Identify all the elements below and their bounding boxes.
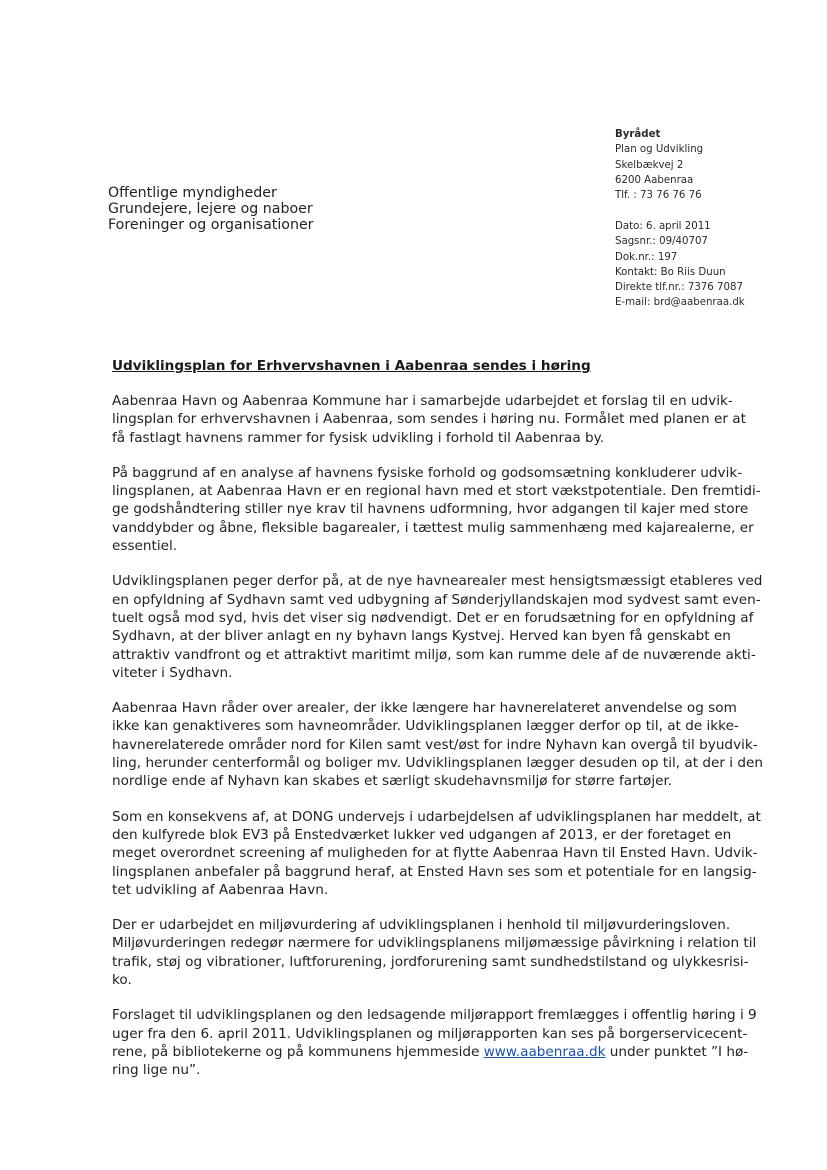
link-suffix-text: under punktet ”I hø- bbox=[605, 1043, 749, 1060]
paragraph-line: uger fra den 6. april 2011. Udviklingsplanen og miljørapporten kan ses på borgerservicecent- bbox=[112, 1025, 748, 1042]
paragraph-line: ring lige nu”. bbox=[112, 1062, 201, 1079]
paragraph-hearing bbox=[112, 1006, 790, 1079]
paragraph-line: Som en konsekvens af, at DONG undervejs i udarbejdelsen af udviklingsplanen har meddelt, at bbox=[112, 808, 761, 825]
recipients-block bbox=[108, 185, 314, 233]
sender-line: 6200 Aabenraa bbox=[615, 174, 694, 186]
paragraph-line: tet udvikling af Aabenraa Havn. bbox=[112, 881, 329, 898]
recipient-line: Offentlige myndigheder bbox=[108, 185, 277, 201]
paragraph-line: havnerelaterede områder nord for Kilen samt vest/øst for indre Nyhavn kan overgå til byudvik- bbox=[112, 736, 758, 753]
paragraph bbox=[112, 392, 790, 447]
sender-phone: Tlf. : 73 76 76 76 bbox=[615, 190, 702, 202]
paragraph-line: meget overordnet screening af muligheden for at flytte Aabenraa Havn til Ensted Havn. Udvik- bbox=[112, 845, 758, 862]
paragraph bbox=[112, 808, 790, 899]
paragraph-line: lingsplanen anbefaler på baggrund heraf, at Ensted Havn ses som et potentiale for en langsig- bbox=[112, 863, 757, 880]
recipient-line: Foreninger og organisationer bbox=[108, 217, 314, 233]
paragraph-line: trafik, støj og vibrationer, luftforurening, jordforurening samt sundhedstilstand og ulykkesrisi- bbox=[112, 953, 749, 970]
paragraph-line: viteter i Sydhavn. bbox=[112, 664, 233, 681]
sender-org: Byrådet bbox=[615, 129, 661, 140]
paragraph-line: lingsplanen, at Aabenraa Havn er en regional havn med et stort vækstpotentiale. Den fremtidi- bbox=[112, 483, 761, 500]
paragraph-line-with-link bbox=[112, 1043, 790, 1061]
paragraph-line: Miljøvurderingen redegør nærmere for udviklingsplanens miljømæssige påvirkning i relation til bbox=[112, 935, 757, 952]
sender-line: Skelbækvej 2 bbox=[615, 159, 684, 171]
sender-line: Plan og Udvikling bbox=[615, 144, 704, 156]
paragraph-line: ge godshåndtering stiller nye krav til havnens udformning, hvor adgangen til kajer med store bbox=[112, 501, 749, 518]
paragraph-line: Der er udarbejdet en miljøvurdering af udviklingsplanen i henhold til miljøvurderingsloven. bbox=[112, 917, 731, 934]
letter-body bbox=[112, 392, 790, 1097]
paragraph-line: den kulfyrede blok EV3 på Enstedværket lukker ved udgangen af 2013, er der foretaget en bbox=[112, 826, 732, 843]
paragraph-line: På baggrund af en analyse af havnens fysiske forhold og godsomsætning konkluderer udvik- bbox=[112, 464, 743, 481]
paragraph-line: nordlige ende af Nyhavn kan skabes et særligt skudehavnsmiljø for større fartøjer. bbox=[112, 773, 673, 790]
paragraph bbox=[112, 699, 790, 790]
paragraph-line: få fastlagt havnens rammer for fysisk udvikling i forhold til Aabenraa by. bbox=[112, 429, 605, 446]
paragraph-line: vanddybder og åbne, fleksible bagarealer, i tættest mulig sammenhæng med kajarealerne, er bbox=[112, 519, 754, 536]
paragraph-line: tuelt også mod syd, hvis det viser sig nødvendigt. Det er en forudsætning for en opfyldning af bbox=[112, 609, 754, 626]
meta-doc-number: Dok.nr.: 197 bbox=[615, 251, 678, 263]
meta-direct-phone: Direkte tlf.nr.: 7376 7087 bbox=[615, 282, 743, 294]
paragraph-line: lingsplan for erhvervshavnen i Aabenraa, som sendes i høring nu. Formålet med planen er at bbox=[112, 411, 746, 428]
paragraph-line: Udviklingsplanen peger derfor på, at de nye havnearealer mest hensigtsmæssigt etableres ved bbox=[112, 573, 763, 590]
paragraph-line: ling, herunder centerformål og boliger mv. Udviklingsplanen lægger desuden op til, at der i den bbox=[112, 755, 763, 772]
paragraph-line: Sydhavn, at der bliver anlagt en ny byhavn langs Kystvej. Herved kan byen få genskabt en bbox=[112, 628, 731, 645]
paragraph-line: Aabenraa Havn råder over arealer, der ikke længere har havnerelateret anvendelse og som bbox=[112, 700, 737, 717]
meta-date: Dato: 6. april 2011 bbox=[615, 221, 711, 232]
link-prefix-text: rene, på bibliotekerne og på kommunens hjemmeside bbox=[112, 1043, 484, 1060]
paragraph bbox=[112, 572, 790, 682]
paragraph-line: en opfyldning af Sydhavn samt ved udbygning af Sønderjyllandskajen mod sydvest samt even- bbox=[112, 591, 761, 608]
paragraph-line: Forslaget til udviklingsplanen og den ledsagende miljørapport fremlægges i offentlig høring i 9 bbox=[112, 1007, 757, 1024]
letter-subject: Udviklingsplan for Erhvervshavnen i Aabenraa sendes i høring bbox=[112, 358, 591, 374]
paragraph-line: Aabenraa Havn og Aabenraa Kommune har i samarbejde udarbejdet et forslag til en udvik- bbox=[112, 393, 733, 409]
paragraph bbox=[112, 464, 790, 555]
recipient-line: Grundejere, lejere og naboer bbox=[108, 201, 313, 217]
meta-block bbox=[615, 219, 745, 311]
paragraph-line: ko. bbox=[112, 972, 132, 989]
paragraph bbox=[112, 916, 790, 989]
meta-case-number: Sagsnr.: 09/40707 bbox=[615, 236, 708, 248]
meta-email: E-mail: brd@aabenraa.dk bbox=[615, 297, 745, 309]
paragraph-line: essentiel. bbox=[112, 538, 178, 555]
paragraph-line: attraktiv vandfront og et attraktivt maritimt miljø, som kan rumme dele af de nuværende akti- bbox=[112, 646, 756, 663]
sender-block bbox=[615, 127, 703, 203]
meta-contact: Kontakt: Bo Riis Duun bbox=[615, 266, 726, 278]
paragraph-line: ikke kan genaktiveres som havneområder. Udviklingsplanen lægger derfor op til, at de ikke- bbox=[112, 718, 739, 735]
website-link[interactable]: www.aabenraa.dk bbox=[483, 1043, 606, 1060]
